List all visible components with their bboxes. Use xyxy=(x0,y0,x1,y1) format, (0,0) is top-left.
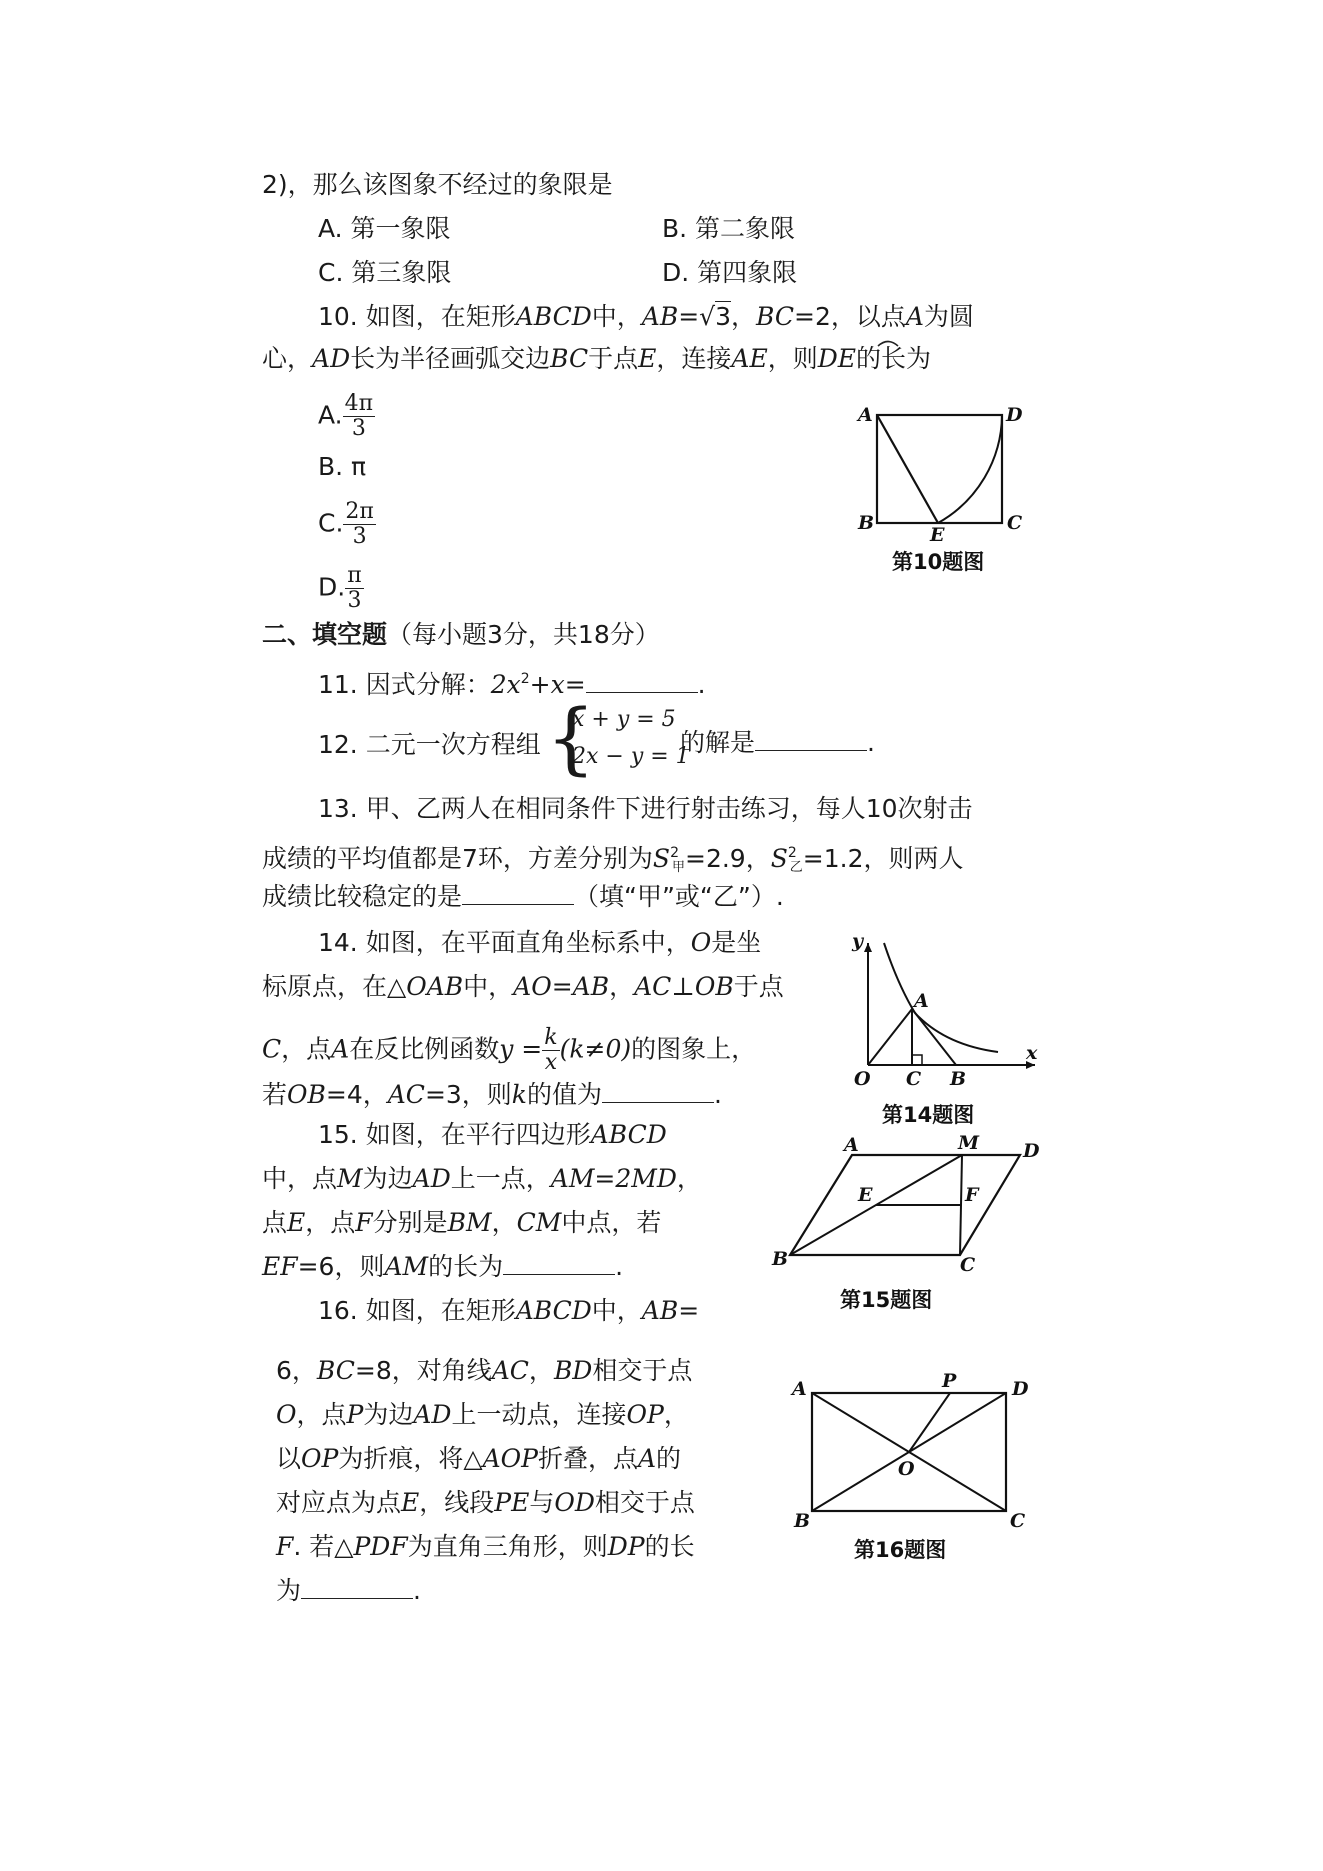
svg-text:C: C xyxy=(960,1254,976,1276)
q16-line-2: 6，BC=8，对角线AC，BD相交于点 xyxy=(276,1356,693,1385)
arc-mark-icon xyxy=(876,336,900,348)
q12-tail: 的解是 . xyxy=(680,728,875,757)
svg-text:y: y xyxy=(852,930,864,952)
arc-de: DE xyxy=(817,344,857,373)
q9-option-a: A. 第一象限 xyxy=(318,214,451,243)
answer-blank xyxy=(462,882,574,905)
q10-option-a: A. $\frac{4\pi}{3}$ xyxy=(318,391,374,441)
answer-blank xyxy=(586,670,698,693)
svg-text:C: C xyxy=(1007,512,1023,534)
svg-text:第16题图: 第16题图 xyxy=(854,1538,947,1562)
svg-text:B: B xyxy=(858,512,875,534)
q9-option-d: D. 第四象限 xyxy=(662,258,798,287)
fraction: $\frac{\pi}{3}$ xyxy=(347,563,362,613)
q14-figure xyxy=(840,925,1040,1135)
q16-line-3: O，点P为边AD上一动点，连接OP， xyxy=(276,1400,689,1429)
q12-equation-1: x + y = 5 xyxy=(572,707,676,732)
q9-continuation: 2)，那么该图象不经过的象限是 xyxy=(262,170,613,199)
svg-text:E: E xyxy=(930,524,945,546)
svg-text:第15题图: 第15题图 xyxy=(840,1288,933,1312)
q10-option-d: D. $\frac{\pi}{3}$ xyxy=(318,563,362,613)
svg-text:C: C xyxy=(906,1068,922,1090)
q13-line-1: 13. 甲、乙两人在相同条件下进行射击练习，每人10次射击 xyxy=(318,794,973,823)
q15-line-4: EF=6，则AM的长为 . xyxy=(262,1252,624,1281)
q15-line-1: 15. 如图，在平行四边形ABCD xyxy=(318,1120,667,1149)
answer-blank xyxy=(503,1252,615,1275)
q9-option-c: C. 第三象限 xyxy=(318,258,452,287)
q10-option-c: C. $\frac{2\pi}{3}$ xyxy=(318,499,374,549)
svg-text:B: B xyxy=(950,1068,967,1090)
fraction: $\frac{2\pi}{3}$ xyxy=(345,499,374,549)
svg-text:E: E xyxy=(858,1184,873,1206)
svg-text:第14题图: 第14题图 xyxy=(882,1103,975,1127)
q15-line-3: 点E，点F分别是BM，CM中点，若 xyxy=(262,1208,662,1237)
svg-text:A: A xyxy=(792,1378,807,1400)
svg-text:A: A xyxy=(914,990,929,1012)
q15-figure xyxy=(770,1135,1040,1315)
answer-blank xyxy=(602,1080,714,1103)
svg-text:F: F xyxy=(965,1184,979,1206)
svg-text:D: D xyxy=(1012,1378,1029,1400)
q10-line-2: 心，AD长为半径画弧交边BC于点E，连接AE，则DE的长为 xyxy=(262,344,932,373)
q16-line-4: 以OP为折痕，将△AOP折叠，点A的 xyxy=(276,1444,682,1473)
svg-text:B: B xyxy=(772,1248,789,1270)
svg-text:M: M xyxy=(958,1135,980,1154)
q16-line-5: 对应点为点E，线段PE与OD相交于点 xyxy=(276,1488,695,1517)
q15-line-2: 中，点M为边AD上一点，AM=2MD， xyxy=(262,1164,702,1193)
svg-text:D: D xyxy=(1006,404,1023,426)
q16-figure xyxy=(780,1365,1040,1565)
fraction: $\frac{4\pi}{3}$ xyxy=(344,391,374,441)
q13-line-2: 成绩的平均值都是7环，方差分别为$S^2_甲=2.9$，$S^2_乙=1.2$，则两人 xyxy=(262,844,964,875)
svg-text:第10题图: 第10题图 xyxy=(892,550,985,574)
q14-line-4: 若OB=4，AC=3，则k的值为 . xyxy=(262,1080,722,1109)
q16-line-1: 16. 如图，在矩形ABCD中，AB= xyxy=(318,1296,700,1325)
q14-line-2: 标原点，在△OAB中，AO=AB，AC⊥OB于点 xyxy=(262,972,784,1001)
q16-line-6: F. 若△PDF为直角三角形，则DP的长 xyxy=(276,1532,695,1561)
svg-text:O: O xyxy=(898,1458,915,1480)
q10-option-b: B. π xyxy=(318,452,367,481)
svg-text:P: P xyxy=(942,1370,957,1392)
svg-text:B: B xyxy=(794,1510,811,1532)
sqrt-symbol: √ xyxy=(699,302,716,331)
answer-blank xyxy=(301,1576,413,1599)
q12-equation-2: 2x − y = 1 xyxy=(572,744,690,769)
svg-text:C: C xyxy=(1010,1510,1026,1532)
q13-line-3: 成绩比较稳定的是 （填“甲”或“乙”）. xyxy=(262,882,784,911)
q14-line-3: C，点A在反比例函数y = $\frac{k}{x}$ (k≠0)的图象上， xyxy=(262,1025,757,1075)
brace-icon: { xyxy=(546,694,596,784)
svg-text:A: A xyxy=(858,404,873,426)
answer-blank xyxy=(755,728,867,751)
q16-line-7: 为 . xyxy=(276,1576,421,1605)
svg-text:x: x xyxy=(1026,1042,1038,1064)
q11: 11. 因式分解：$2x^2+x=$ . xyxy=(318,670,706,699)
svg-text:A: A xyxy=(844,1135,859,1156)
q12-label: 12. 二元一次方程组 xyxy=(318,730,541,759)
section-2-heading: 二、填空题（每小题3分，共18分） xyxy=(262,620,660,649)
q10-figure xyxy=(850,395,1040,585)
q9-option-b: B. 第二象限 xyxy=(662,214,796,243)
svg-text:D: D xyxy=(1023,1140,1040,1162)
q10-line-1: 10. 如图，在矩形ABCD中，AB=√3，BC=2，以点A为圆 xyxy=(318,302,974,331)
q14-line-1: 14. 如图，在平面直角坐标系中，O是坐 xyxy=(318,928,762,957)
fraction: $\frac{k}{x}$ xyxy=(544,1025,558,1075)
svg-text:O: O xyxy=(854,1068,871,1090)
